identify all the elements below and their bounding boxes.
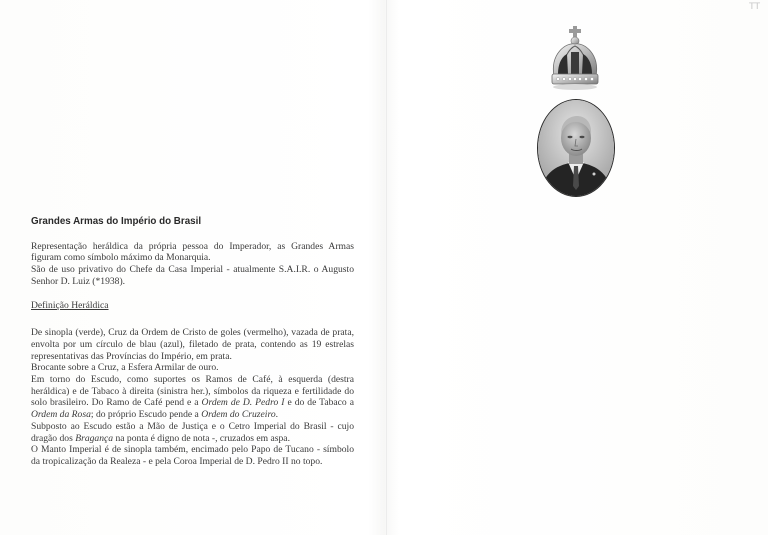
text-run: Subposto ao Escudo estão a Mão de Justiça e o Cetro Imperial do Brasil - cujo dragão dos bbox=[31, 420, 354, 444]
text-run: na ponta é digno de nota -, cruzados em aspa. bbox=[113, 432, 290, 444]
definition-paragraph: O Manto Imperial é de sinopla também, encimado pelo Papo de Tucano - símbolo da tropicalização da Realeza - e pela Coroa Imperial de D. Pedro II no topo. bbox=[31, 444, 354, 467]
portrait-photo bbox=[537, 99, 615, 197]
dynasty-name: Bragança bbox=[75, 432, 114, 444]
intro-paragraph: São de uso privativo do Chefe da Casa Imperial - atualmente S.A.I.R. o Augusto Senhor D. Luiz (*1938). bbox=[31, 264, 354, 287]
order-name: Ordem da Rosa bbox=[31, 409, 91, 421]
definition-heading: Definição Heráldica bbox=[31, 299, 109, 311]
corner-mark: TT bbox=[749, 2, 760, 12]
definition-section bbox=[31, 327, 354, 467]
text-run: Em torno do Escudo, como suportes os Ramos de Café, à esquerda (destra heráldica) e de Tabaco à direita (sinistra her.), símbolos da riqueza e fertilidade do solo brasileiro. Do Ramo de Café pend e a bbox=[31, 374, 354, 409]
definition-paragraph: Brocante sobre a Cruz, a Esfera Armilar de ouro. bbox=[31, 362, 219, 374]
order-name: Ordem do Cruzeiro bbox=[201, 409, 276, 421]
text-run: ; do próprio Escudo pende a bbox=[90, 409, 202, 421]
intro-section bbox=[31, 241, 354, 288]
page-title: Grandes Armas do Império do Brasil bbox=[31, 216, 202, 227]
page-fold bbox=[386, 0, 387, 535]
definition-paragraph: De sinopla (verde), Cruz da Ordem de Cristo de goles (vermelho), vazada de prata, envolta por um círculo de blau (azul), filetado de prata, contendo as 19 estrelas representativas das Províncias do Império, em prata. bbox=[31, 327, 354, 362]
order-name: Ordem de D. Pedro I bbox=[201, 397, 285, 409]
intro-paragraph: Representação heráldica da própria pessoa do Imperador, as Grandes Armas figuram como símbolo máximo da Monarquia. bbox=[31, 240, 354, 264]
text-column bbox=[31, 216, 354, 468]
definition-paragraph bbox=[31, 374, 354, 421]
text-run: . bbox=[275, 409, 279, 421]
imperial-crown-icon bbox=[544, 24, 606, 94]
definition-paragraph bbox=[31, 421, 354, 444]
text-run: e do de Tabaco a bbox=[284, 397, 354, 409]
